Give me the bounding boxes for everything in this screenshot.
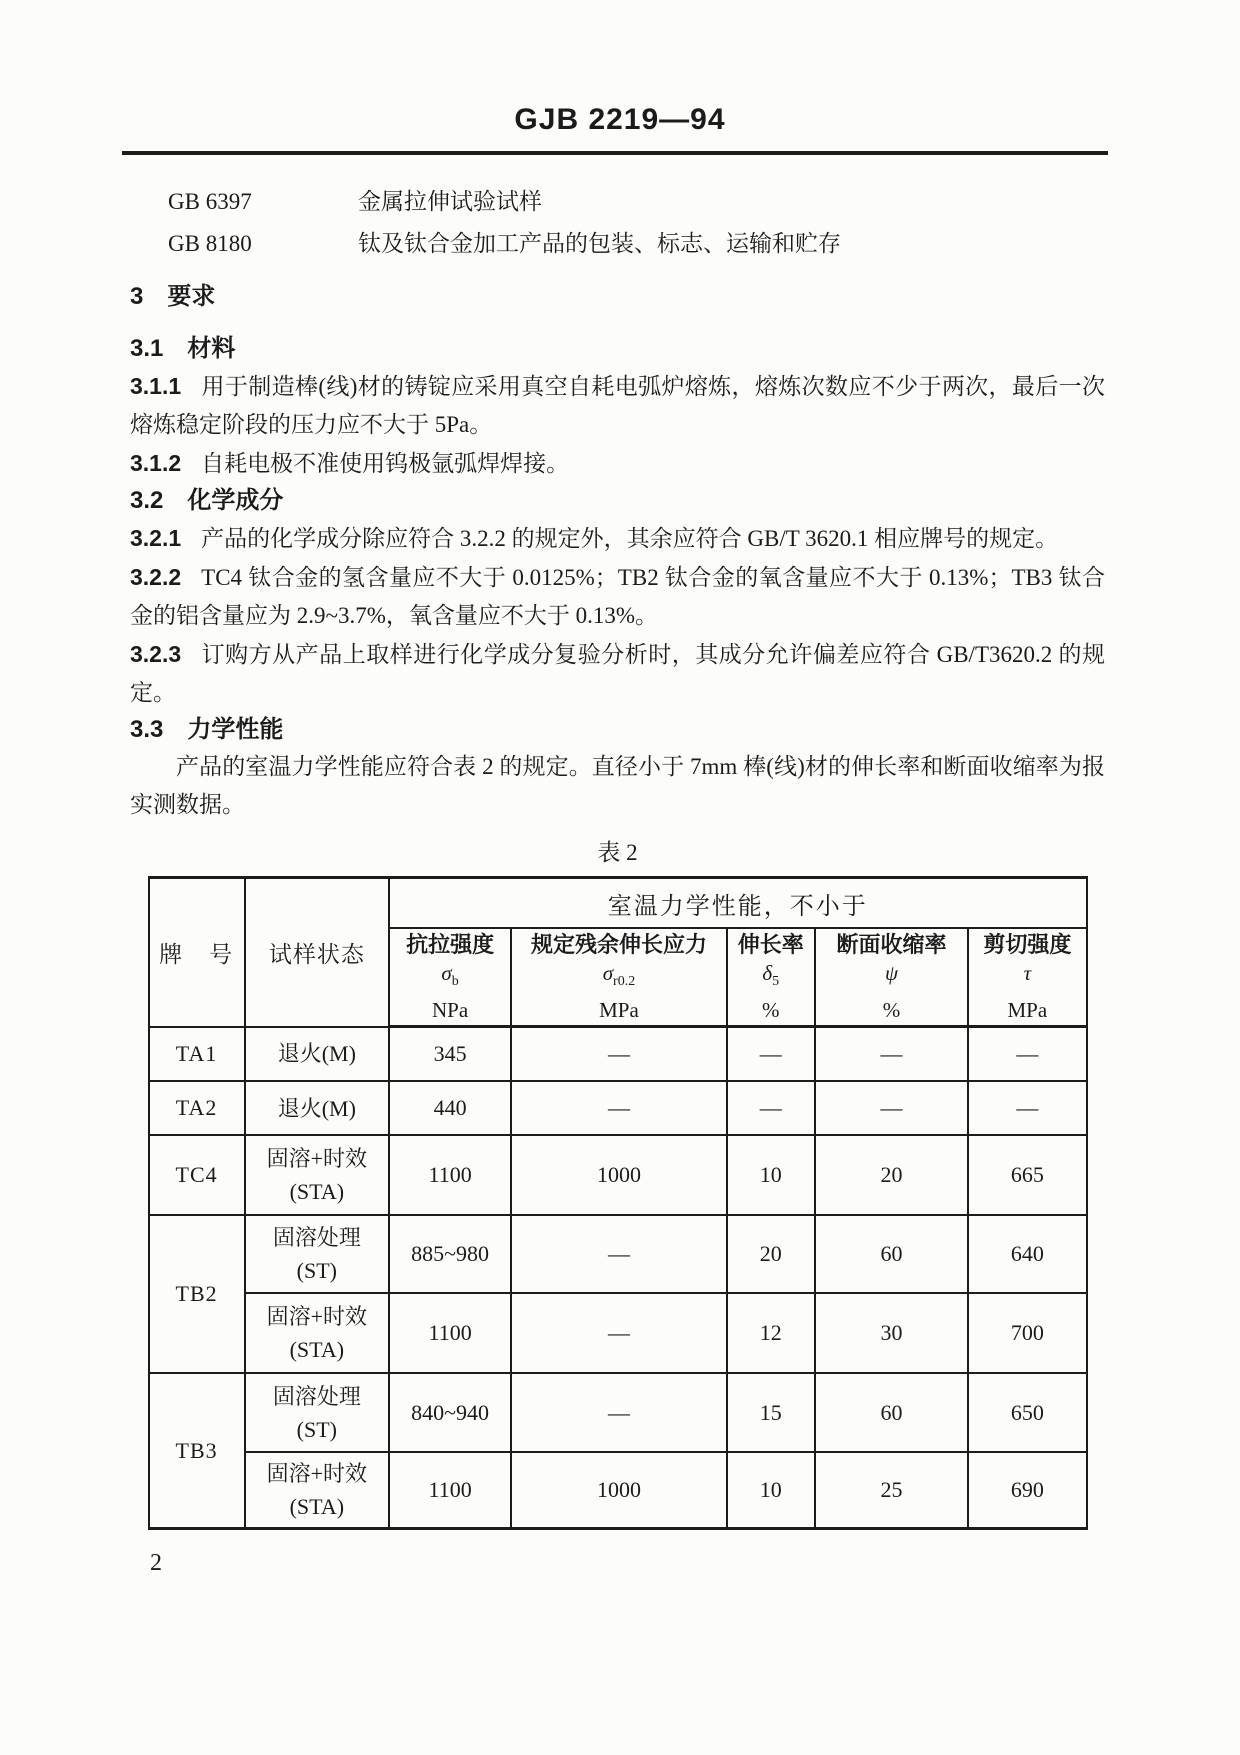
section-number: 3.1	[130, 335, 164, 362]
clause-text: 产品的化学成分除应符合 3.2.2 的规定外，其余应符合 GB/T 3620.1 相应牌号的规定。	[201, 526, 1059, 551]
symbol-tau: τ	[1023, 961, 1032, 986]
reference-code: GB 6397	[168, 189, 252, 214]
symbol-delta-5: $\delta_5$	[762, 961, 780, 990]
section-heading-requirements	[130, 279, 1105, 315]
grade-cell: TA2	[149, 1081, 245, 1135]
table-row-ta1: TA1 退火(M) 345 — — — —	[149, 1027, 1087, 1082]
grade-cell: TB3	[149, 1373, 245, 1529]
table-row-tc4: TC4 固溶+时效 (STA) 1100 1000 10 20 665	[149, 1135, 1087, 1215]
col-header-residual-elongation-stress: 规定残余伸长应力 $\sigma_{r0.2}$ MPa	[511, 928, 726, 1027]
col-header-shear-strength: 剪切强度 τ MPa	[968, 928, 1086, 1027]
grade-cell: TC4	[149, 1135, 245, 1215]
col-header-reduction-of-area: 断面收缩率 ψ %	[815, 928, 968, 1027]
state-cell: 固溶+时效 (STA)	[245, 1293, 389, 1373]
state-cell: 退火(M)	[245, 1027, 389, 1082]
grade-cell: TB2	[149, 1215, 245, 1373]
section-title: 化学成分	[187, 487, 284, 514]
clause-text: TC4 钛合金的氢含量应不大于 0.0125%；TB2 钛合金的氧含量应不大于 0.13%；TB3 钛合金的铝含量应为 2.9~3.7%，氧含量应不大于 0.13%。	[130, 565, 1105, 628]
clause-text: 用于制造棒(线)材的铸锭应采用真空自耗电弧炉熔炼，熔炼次数应不少于两次，最后一次熔炼稳定阶段的压力应不大于 5Pa。	[130, 374, 1105, 437]
paragraph-3-1-1	[130, 367, 1105, 444]
clause-number: 3.1.2	[130, 450, 182, 476]
table-header-row	[149, 878, 1087, 929]
paragraph-3-2-3	[130, 635, 1105, 712]
paragraph-3-2-2	[130, 558, 1105, 635]
symbol-psi: ψ	[884, 961, 899, 986]
clause-number: 3.2.1	[130, 525, 182, 551]
col-header-state: 试样状态	[245, 878, 389, 1027]
references-list	[130, 181, 1105, 265]
symbol-sigma-r02: $\sigma_{r0.2}$	[602, 961, 636, 990]
section-number: 3.2	[130, 487, 164, 514]
table-caption: 表 2	[597, 840, 638, 865]
col-header-elongation: 伸长率 $\delta_5$ %	[727, 928, 815, 1027]
reference-item	[130, 223, 1105, 265]
paragraph-3-2-1	[130, 519, 1105, 558]
state-cell: 固溶处理 (ST)	[245, 1373, 389, 1452]
table-row-ta2: TA2 退火(M) 440 — — — —	[149, 1081, 1087, 1135]
section-title: 要求	[167, 283, 216, 310]
section-title: 力学性能	[187, 716, 284, 743]
state-cell: 固溶+时效 (STA)	[245, 1452, 389, 1529]
header-rule	[122, 151, 1108, 155]
page-content	[0, 181, 1240, 1577]
reference-code: GB 8180	[168, 231, 252, 256]
reference-item	[130, 181, 1105, 223]
grade-cell: TA1	[149, 1027, 245, 1082]
col-group-header: 室温力学性能，不小于	[389, 878, 1087, 929]
clause-number: 3.2.3	[130, 641, 182, 667]
section-title: 材料	[187, 335, 236, 362]
table-row-tb3-st: TB3 固溶处理 (ST) 840~940 — 15 60 650	[149, 1373, 1087, 1452]
mechanical-properties-table	[148, 876, 1088, 1530]
reference-title: 钛及钛合金加工产品的包装、标志、运输和贮存	[358, 231, 841, 256]
state-cell: 退火(M)	[245, 1081, 389, 1135]
table-row-tb2-sta: 固溶+时效 (STA) 1100 — 12 30 700	[149, 1293, 1087, 1373]
symbol-sigma-b: $\sigma_b$	[441, 961, 459, 990]
section-heading-chemistry	[130, 483, 1105, 519]
clause-number: 3.1.1	[130, 373, 182, 399]
paragraph-3-3: 产品的室温力学性能应符合表 2 的规定。直径小于 7mm 棒(线)材的伸长率和断面收缩率为报实测数据。	[130, 754, 1105, 817]
section-heading-mechanical	[130, 712, 1105, 748]
col-header-tensile-strength: 抗拉强度 $\sigma_b$ NPa	[389, 928, 511, 1027]
state-cell: 固溶+时效 (STA)	[245, 1135, 389, 1215]
table-row-tb3-sta: 固溶+时效 (STA) 1100 1000 10 25 690	[149, 1452, 1087, 1529]
section-number: 3	[130, 283, 144, 310]
clause-number: 3.2.2	[130, 564, 182, 590]
section-number: 3.3	[130, 716, 164, 743]
page-number: 2	[150, 1550, 162, 1576]
col-header-grade: 牌 号	[149, 878, 245, 1027]
clause-text: 订购方从产品上取样进行化学成分复验分析时，其成分允许偏差应符合 GB/T3620.2 的规定。	[130, 642, 1105, 705]
state-cell: 固溶处理 (ST)	[245, 1215, 389, 1293]
clause-text: 自耗电极不准使用钨极氩弧焊焊接。	[201, 451, 570, 476]
section-heading-material	[130, 331, 1105, 367]
reference-title: 金属拉伸试验试样	[358, 189, 542, 214]
doc-code: GJB 2219—94	[514, 103, 726, 136]
table-row-tb2-st: TB2 固溶处理 (ST) 885~980 — 20 60 640	[149, 1215, 1087, 1293]
paragraph-3-1-2	[130, 444, 1105, 483]
